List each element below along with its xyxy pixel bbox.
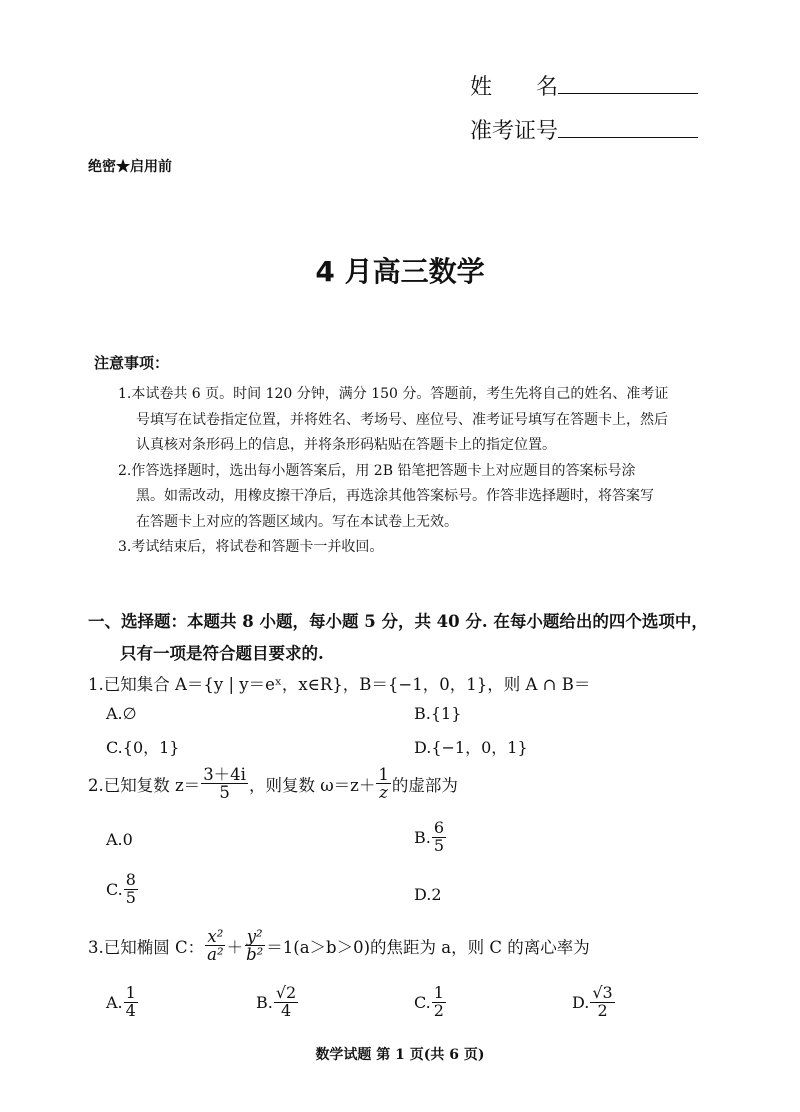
name-field-row [470, 70, 698, 101]
q3-option-d-num: √3 [592, 983, 613, 1002]
q3-option-c-label: C. [414, 992, 431, 1012]
q1-option-a[interactable]: A.∅ [106, 704, 137, 723]
q1-option-d[interactable]: D.{−1，0，1} [414, 738, 528, 757]
q3-option-b-num: √2 [275, 983, 297, 1002]
q2-fraction-z [201, 766, 248, 802]
notice-line: 3.考试结束后，将试卷和答题卡一并收回。 [118, 539, 384, 555]
section-heading-cont: 只有一项是符合题目要求的. [120, 644, 324, 663]
q2-middle: ，则复数 ω＝z＋ [248, 775, 376, 795]
q2-frac2-num: 1 [378, 765, 389, 784]
q2-option-c-frac [124, 872, 138, 907]
notice-line: 2.作答选择题时，选出每小题答案后，用 2B 铅笔把答题卡上对应题目的答案标号涂 [118, 462, 636, 479]
question-3-stem [88, 928, 590, 964]
id-field-row [470, 114, 698, 145]
q3-option-a-num: 1 [125, 983, 136, 1002]
q2-fraction-inverse [376, 766, 391, 802]
q2-option-b[interactable] [414, 820, 447, 855]
notice-line: 1.本试卷共 6 页。时间 120 分钟，满分 150 分。答题前，考生先将自己的姓名、准考证 [118, 386, 669, 402]
q1-option-b[interactable]: B.{1} [414, 704, 462, 723]
q2-option-b-label: B. [414, 827, 431, 847]
exam-id-blank[interactable] [558, 137, 698, 138]
q3-option-d-den: 2 [597, 1000, 608, 1020]
q2-option-b-frac [432, 820, 446, 855]
name-label: 姓 名 [470, 75, 559, 100]
q3-option-d[interactable] [572, 985, 616, 1020]
q3-t2-num: y² [246, 927, 263, 946]
q2-frac-num: 3＋4i [203, 765, 246, 784]
q3-plus: ＋ [226, 937, 244, 957]
q2-suffix: 的虚部为 [391, 775, 458, 795]
page-title: 4 月高三数学 [315, 255, 485, 288]
q2-option-c-label: C. [106, 879, 123, 899]
q3-prefix: 3.已知椭圆 C： [88, 937, 205, 957]
q3-option-c-frac [432, 985, 446, 1020]
name-blank[interactable] [558, 93, 698, 94]
q2-option-b-den: 5 [433, 835, 445, 855]
q3-option-b-frac [274, 985, 298, 1020]
notice-line: 在答题卡上对应的答题区域内。写在本试卷上无效。 [136, 513, 458, 530]
q3-option-c[interactable] [414, 985, 447, 1020]
q2-option-c-den: 5 [125, 887, 136, 907]
q3-option-a-label: A. [106, 992, 123, 1012]
question-1-stem: 1.已知集合 A＝{y | y＝eˣ，x∈R}，B＝{−1，0，1}，则 A ∩ B＝ [88, 675, 591, 694]
q2-option-d[interactable]: D.2 [414, 885, 442, 904]
q2-frac-den: 5 [219, 783, 230, 803]
q2-option-a[interactable]: A.0 [106, 830, 133, 849]
q3-option-b[interactable] [256, 985, 299, 1020]
notice-line: 黑。如需改动，用橡皮擦干净后，再选涂其他答案标号。作答非选择题时，将答案写 [136, 488, 654, 504]
notice-line: 认真核对条形码上的信息，并将条形码粘贴在答题卡上的指定位置。 [136, 437, 556, 453]
question-2-stem [88, 766, 458, 802]
q3-t1-num: x² [207, 927, 224, 946]
q3-option-a[interactable] [106, 985, 139, 1020]
q3-option-b-label: B. [256, 992, 273, 1012]
q3-option-a-frac [124, 985, 138, 1020]
q3-option-b-den: 4 [280, 1000, 292, 1020]
confidential-mark: 绝密★启用前 [88, 159, 172, 175]
q2-option-b-num: 6 [433, 818, 445, 837]
q3-t1-den: a² [207, 945, 224, 965]
q3-option-c-den: 2 [433, 1000, 444, 1020]
q3-term-x [205, 928, 225, 964]
q3-option-d-label: D. [572, 992, 590, 1012]
notice-line: 号填写在试卷指定位置，并将姓名、考场号、座位号、准考证号填写在答题卡上，然后 [136, 411, 668, 428]
q2-option-c[interactable] [106, 872, 139, 907]
q2-frac2-den: z [379, 783, 388, 803]
q3-suffix: ＝1(a＞b＞0)的焦距为 a，则 C 的离心率为 [266, 937, 590, 957]
q2-option-c-num: 8 [125, 870, 136, 889]
q3-option-d-frac [590, 985, 614, 1020]
section-heading: 一、选择题：本题共 8 小题，每小题 5 分，共 40 分. 在每小题给出的四个选项中， [88, 612, 708, 631]
q2-prefix: 2.已知复数 z＝ [88, 775, 201, 795]
q3-option-a-den: 4 [125, 1000, 136, 1020]
q3-term-y [244, 928, 265, 964]
notice-body [118, 382, 668, 561]
exam-id-label: 准考证号 [470, 119, 559, 144]
q1-option-c[interactable]: C.{0，1} [106, 738, 180, 757]
q3-option-c-num: 1 [433, 983, 444, 1002]
q3-t2-den: b² [246, 945, 264, 965]
notice-heading: 注意事项： [94, 354, 170, 372]
page-footer: 数学试题 第 1 页(共 6 页) [315, 1047, 485, 1063]
